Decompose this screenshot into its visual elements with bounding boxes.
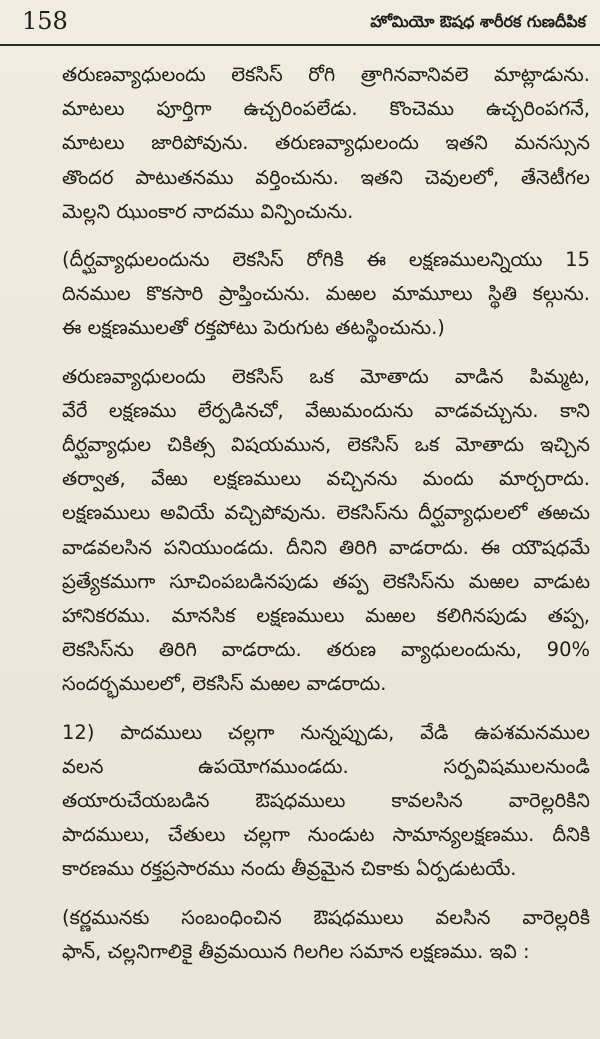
paragraph-5 (22, 901, 590, 969)
text-line: ప్రత్యేకముగా సూచింపబడినపుడు తప్ప లెకసిస్‌ను మఱల వాడుట (62, 569, 590, 593)
paragraph-2 (22, 243, 590, 346)
text-line: సందర్భములలో, లెకసిస్ మఱల వాడరాదు. (62, 672, 387, 696)
text-line: హానికరము. మానసిక లక్షణములు మఱల కలిగినపుడు తప్ప, (62, 604, 590, 628)
text-line: వాడవలసిన పనియుండదు. దీనిని తిరిగి వాడరాదు. ఈ యౌషధమే (62, 535, 590, 559)
paragraph-4 (22, 716, 590, 887)
page-number: 158 (22, 7, 68, 35)
text-line: (దీర్ఘవ్యాధులందును లెకసిస్ రోగికి ఈ లక్షణములన్నియు 15 (62, 248, 590, 272)
page-header (0, 0, 600, 46)
text-line: 12) పాదములు చల్లగా నున్నప్పుడు, వేడి ఉపశమనముల (62, 720, 590, 744)
text-line: మాటలు పూర్తిగా ఉచ్చరింపలేడు. కొంచెము ఉచ్చరింపగనే, (62, 97, 590, 121)
text-line: దీర్ఘవ్యాధుల చికిత్స విషయమున, లెకసిస్ ఒక మోతాదు ఇచ్చిన (62, 433, 590, 457)
text-line: లక్షణములు అవియే వచ్చిపోవును. లెకసిస్‌ను దీర్ఘవ్యాధులలో తఱచు (62, 501, 590, 525)
running-title: హోమియో ఔషధ శారీరక గుణదీపిక (370, 12, 586, 31)
text-line: దినముల కొకసారి ప్రాప్తించును. మఱల మామూలు స్థితి కల్గును. (62, 282, 590, 306)
text-line: లెకసిస్‌ను తిరిగి వాడరాదు. తరుణ వ్యాధులందును, 90% (62, 638, 590, 662)
text-line: తరుణవ్యాధులందు లెకసిస్ ఒక మోతాదు వాడిన పిమ్మట, (62, 364, 590, 388)
text-line: ఈ లక్షణములతో రక్తపోటు పెరుగుట తటస్థించును.) (62, 316, 445, 340)
text-line: వేరే లక్షణము లేర్పడినచో, వేఱుమందును వాడవచ్చును. కాని (62, 398, 590, 422)
text-line: (కర్ణమునకు సంబంధించిన ఔషధములు వలసిన వారెల్లరికి (62, 905, 590, 929)
text-line: తర్వాత, వేఱు లక్షణములు వచ్చినను మందు మార్చరాదు. (62, 467, 590, 491)
paragraph-1 (22, 58, 590, 229)
text-line: మాటలు జారిపోవును. తరుణవ్యాధులందు ఇతని మనస్సున (62, 131, 590, 155)
body-text (22, 58, 590, 983)
text-line: వలన ఉపయోగముండదు. సర్పవిషములనుండి (62, 754, 590, 778)
text-line: పాదములు, చేతులు చల్లగా నుండుట సామాన్యలక్షణము. దీనికి (62, 823, 590, 847)
text-line: ఫాన్, చల్లనిగాలికై తీవ్రమయిన గిలగిల సమాన లక్షణము. ఇవి : (62, 939, 530, 963)
text-line: తొందర పాటుతనము వర్తించును. ఇతని చెవులలో, తేనెటీగల (62, 165, 590, 189)
text-line: తయారుచేయబడిన ఔషధములు కావలసిన వారెల్లరికిని (62, 789, 590, 813)
text-line: మెల్లని ఝుంకార నాదము విన్పించును. (62, 199, 354, 223)
text-line: తరుణవ్యాధులందు లెకసిస్ రోగి త్రాగినవానివలె మాట్లాడును. (62, 63, 590, 86)
paragraph-3 (22, 360, 590, 702)
text-line: కారణము రక్తప్రసారము నందు తీవ్రమైన చికాకు ఏర్పడుటయే. (62, 857, 517, 881)
